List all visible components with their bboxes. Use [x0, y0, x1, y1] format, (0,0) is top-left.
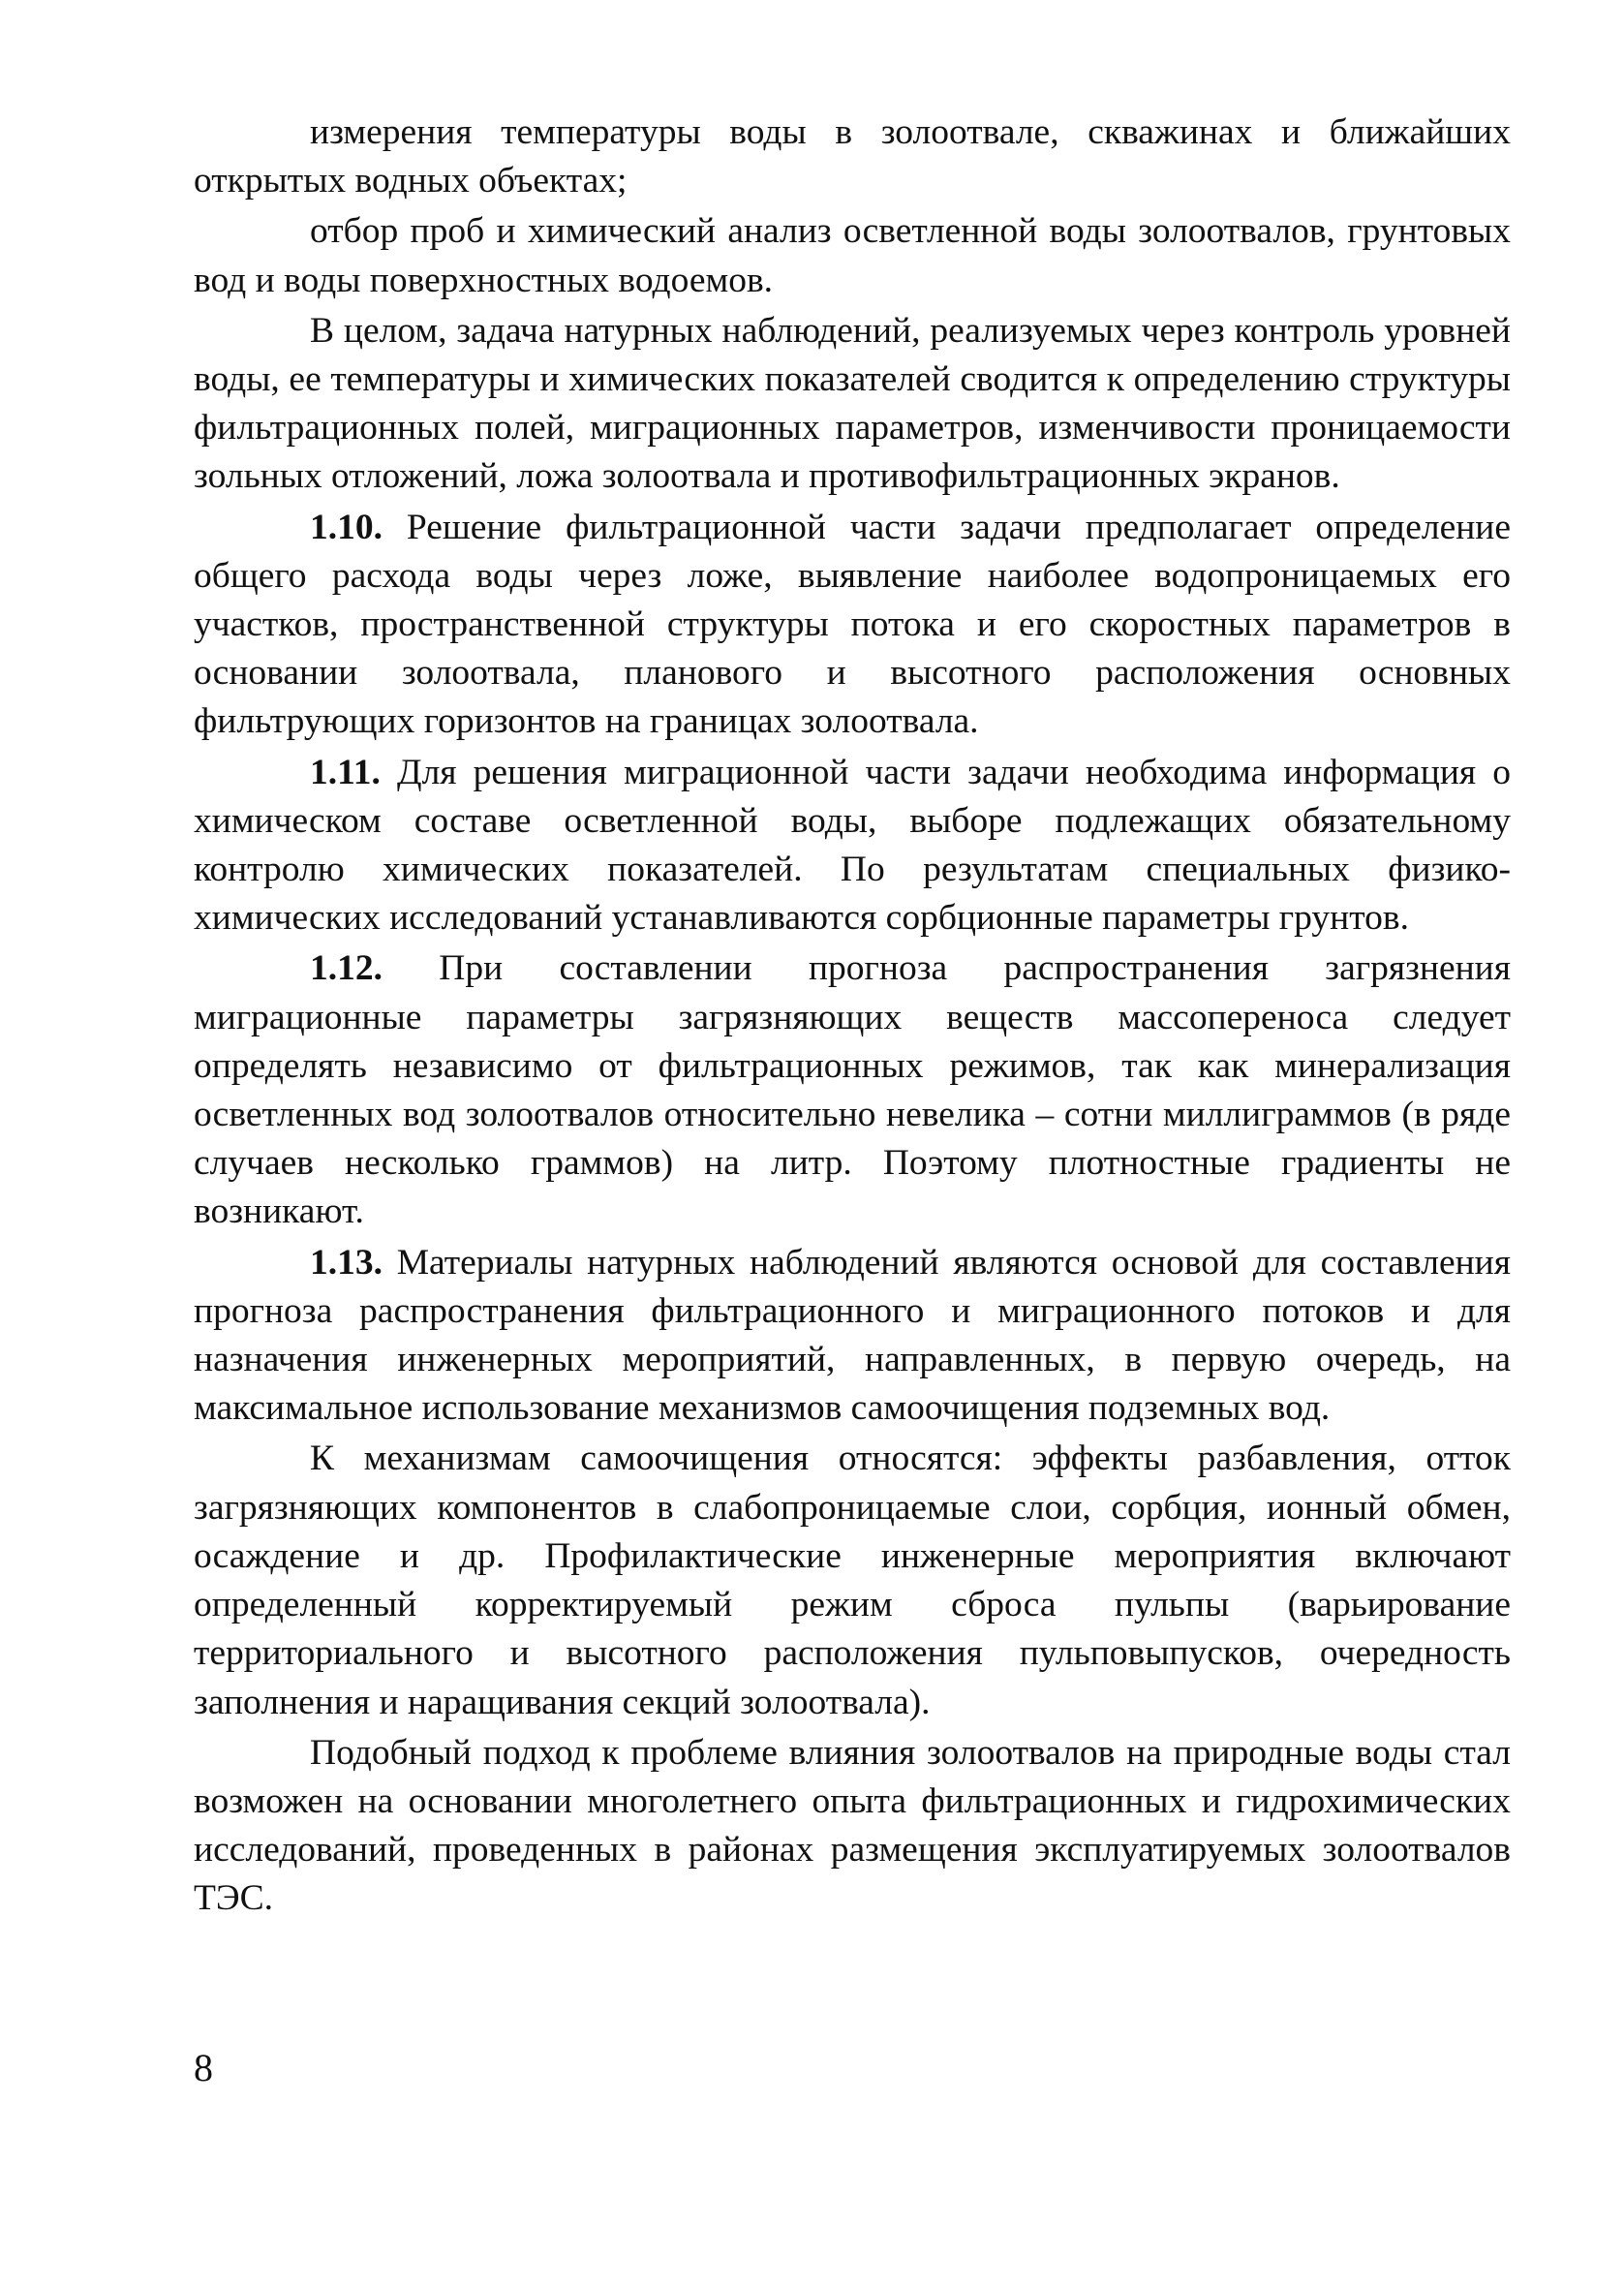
paragraph-text: В целом, задача натурных наблюдений, реализуемых через контроль уровней воды, ее температуры и химических показателей сводится к определению структуры фильтрационных полей, миграционных параметров, изменчивости проницаемости зольных отложений, ложа золоотвала и противофильтрационных экранов.	[194, 310, 1511, 497]
paragraph-text: отбор проб и химический анализ осветленной воды золоотвалов, грунтовых вод и воды поверхностных водоемов.	[194, 211, 1511, 300]
section-1-13	[194, 1239, 1511, 1434]
paragraph-3	[194, 307, 1511, 502]
section-text: Материалы натурных наблюдений являются основой для составления прогноза распространения фильтрационного и миграционного потоков и для назначения инженерных мероприятий, направленных, в первую очередь, на максимальное использование механизмов самоочищения подземных вод.	[194, 1242, 1511, 1429]
paragraph-text: измерения температуры воды в золоотвале, скважинах и ближайших открытых водных объектах;	[194, 112, 1511, 201]
paragraph-text: К механизмам самоочищения относятся: эффекты разбавления, отток загрязняющих компонентов в слабопроницаемые слои, сорбция, ионный обмен, осаждение и др. Профилактические инженерные мероприятия включают определенный корректируемый режим сброса пульпы (варьирование территориального и высотного расположения пульповыпусков, очередность заполнения и наращивания секций золоотвала).	[194, 1438, 1511, 1722]
section-text: Решение фильтрационной части задачи предполагает определение общего расхода воды через ложе, выявление наиболее водопроницаемых его участков, пространственной структуры потока и его скоростных параметров в основании золоотвала, планового и высотного расположения основных фильтрующих горизонтов на границах золоотвала.	[194, 507, 1512, 742]
section-1-11	[194, 749, 1511, 943]
section-number: 1.11.	[310, 752, 381, 792]
paragraph-1	[194, 108, 1511, 205]
section-number: 1.12.	[310, 948, 383, 989]
page-number: 8	[194, 2046, 213, 2089]
section-number: 1.13.	[310, 1242, 383, 1283]
section-number: 1.10.	[310, 507, 383, 547]
section-1-12	[194, 944, 1511, 1236]
section-1-10	[194, 504, 1511, 747]
paragraph-2	[194, 207, 1511, 304]
section-text: Для решения миграционной части задачи необходима информация о химическом составе осветленной воды, выборе подлежащих обязательному контролю химических показателей. По результатам специальных физико-химических исследований устанавливаются сорбционные параметры грунтов.	[194, 752, 1511, 939]
paragraph-approach	[194, 1729, 1511, 1924]
paragraph-self-cleaning	[194, 1435, 1511, 1726]
body-text	[194, 108, 1511, 1926]
section-text: При составлении прогноза распространения загрязнения миграционные параметры загрязняющих веществ массопереноса следует определять независимо от фильтрационных режимов, так как минерализация осветленных вод золоотвалов относительно невелика – сотни миллиграммов (в ряде случаев несколько граммов) на литр. Поэтому плотностные градиенты не возникают.	[194, 948, 1512, 1232]
paragraph-text: Подобный подход к проблеме влияния золоотвалов на природные воды стал возможен на основании многолетнего опыта фильтрационных и гидрохимических исследований, проведенных в районах размещения эксплуатируемых золоотвалов ТЭС.	[194, 1732, 1511, 1919]
